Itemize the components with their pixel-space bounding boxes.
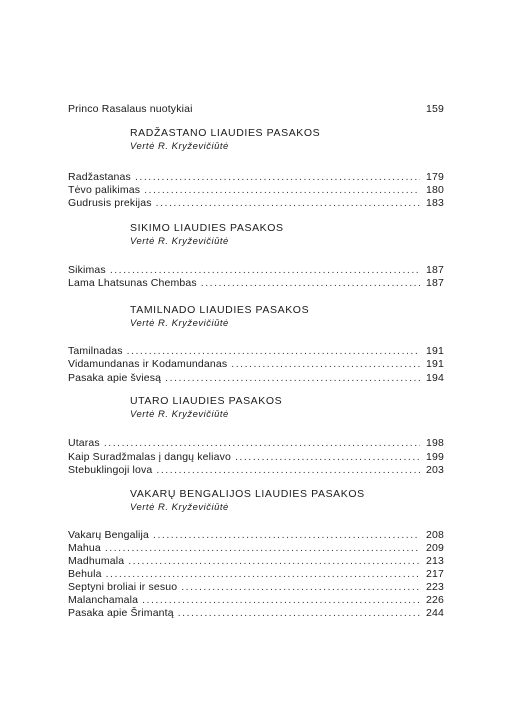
entry-page: 187 xyxy=(426,264,444,276)
entry-page: 213 xyxy=(426,555,444,567)
section-translator: Vertė R. Kryževičiūtė xyxy=(130,409,229,420)
leader-dots xyxy=(153,529,420,542)
entry-page: 244 xyxy=(426,607,444,619)
leader-dots xyxy=(156,464,420,477)
entry-page: 183 xyxy=(426,197,444,209)
leader-dots xyxy=(231,358,420,371)
entry-title: Pasaka apie šviesą xyxy=(68,372,162,384)
toc-entry xyxy=(68,464,444,477)
entry-page: 203 xyxy=(426,464,444,476)
toc-entry xyxy=(68,103,444,116)
leader-dots xyxy=(142,594,420,607)
toc-entry xyxy=(68,451,444,464)
toc-entry xyxy=(68,529,444,542)
toc-entry xyxy=(68,581,444,594)
section-translator: Vertė R. Kryževičiūtė xyxy=(130,318,229,329)
toc-entry xyxy=(68,358,444,371)
toc-entry xyxy=(68,542,444,555)
toc-entry xyxy=(68,197,444,210)
leader-dots xyxy=(156,197,420,210)
leader-dots xyxy=(104,437,420,450)
entry-title: Vidamundanas ir Kodamundanas xyxy=(68,358,228,370)
toc-entry xyxy=(68,171,444,184)
entry-page: 191 xyxy=(426,345,444,357)
toc-entry xyxy=(68,555,444,568)
section-header xyxy=(130,304,309,330)
section-heading: TAMILNADO LIAUDIES PASAKOS xyxy=(130,304,310,316)
entry-title: Sikimas xyxy=(68,264,106,276)
entry-page: 226 xyxy=(426,594,444,606)
entry-title: Radžastanas xyxy=(68,171,131,183)
toc-entry xyxy=(68,568,444,581)
entry-title: Madhumala xyxy=(68,555,125,567)
section-heading: RADŽASTANO LIAUDIES PASAKOS xyxy=(130,127,321,139)
entry-title: Tamilnadas xyxy=(68,345,123,357)
leader-dots xyxy=(201,277,420,290)
entry-title: Utaras xyxy=(68,437,100,449)
section-translator: Vertė R. Kryževičiūtė xyxy=(130,141,229,152)
entry-title: Pasaka apie Šrimantą xyxy=(68,607,174,619)
toc-entry xyxy=(68,277,444,290)
toc-entry xyxy=(68,594,444,607)
leader-dots xyxy=(135,171,420,184)
leader-dots xyxy=(178,607,420,620)
section-heading: UTARO LIAUDIES PASAKOS xyxy=(130,395,283,407)
entry-page: 187 xyxy=(426,277,444,289)
toc-entry xyxy=(68,264,444,277)
leader-dots xyxy=(181,581,420,594)
entry-page: 179 xyxy=(426,171,444,183)
entry-page: 217 xyxy=(426,568,444,580)
entry-page: 208 xyxy=(426,529,444,541)
entry-title: Stebuklingoji lova xyxy=(68,464,153,476)
toc-entry xyxy=(68,184,444,197)
leader-dots xyxy=(106,568,420,581)
section-translator: Vertė R. Kryževičiūtė xyxy=(130,236,229,247)
section-header xyxy=(130,127,320,153)
entry-title: Tėvo palikimas xyxy=(68,184,141,196)
section-header xyxy=(130,395,282,421)
leader-dots xyxy=(144,184,420,197)
toc-entry xyxy=(68,607,444,620)
entry-title: Vakarų Bengalija xyxy=(68,529,150,541)
toc-entry xyxy=(68,345,444,358)
leader-dots xyxy=(110,264,420,277)
section-header xyxy=(130,222,284,248)
entry-title: Prinсo Rasalaus nuotykiai xyxy=(68,103,193,115)
leader-dots xyxy=(127,345,420,358)
section-translator: Vertė R. Kryževičiūtė xyxy=(130,502,229,513)
entry-page: 209 xyxy=(426,542,444,554)
entry-title: Gudrusis prekijas xyxy=(68,197,152,209)
section-header xyxy=(130,488,365,514)
entry-page: 194 xyxy=(426,372,444,384)
entry-page: 191 xyxy=(426,358,444,370)
entry-title: Malanchamala xyxy=(68,594,139,606)
leader-dots xyxy=(105,542,420,555)
entry-page: 198 xyxy=(426,437,444,449)
toc-entry xyxy=(68,372,444,385)
entry-page: 223 xyxy=(426,581,444,593)
section-heading: VAKARŲ BENGALIJOS LIAUDIES PASAKOS xyxy=(130,488,365,500)
entry-page: 180 xyxy=(426,184,444,196)
entry-title: Septyni broliai ir sesuo xyxy=(68,581,178,593)
section-heading: SIKIMO LIAUDIES PASAKOS xyxy=(130,222,284,234)
entry-title: Kaip Suradžmalas į dangų keliavo xyxy=(68,451,231,463)
entry-page: 199 xyxy=(426,451,444,463)
entry-title: Mahua xyxy=(68,542,101,554)
entry-title: Behula xyxy=(68,568,102,580)
leader-dots xyxy=(235,451,420,464)
entry-page: 159 xyxy=(426,103,444,115)
toc-entry xyxy=(68,437,444,450)
leader-dots xyxy=(128,555,420,568)
leader-dots xyxy=(165,372,420,385)
entry-title: Lama Lhatsunas Chembas xyxy=(68,277,197,289)
